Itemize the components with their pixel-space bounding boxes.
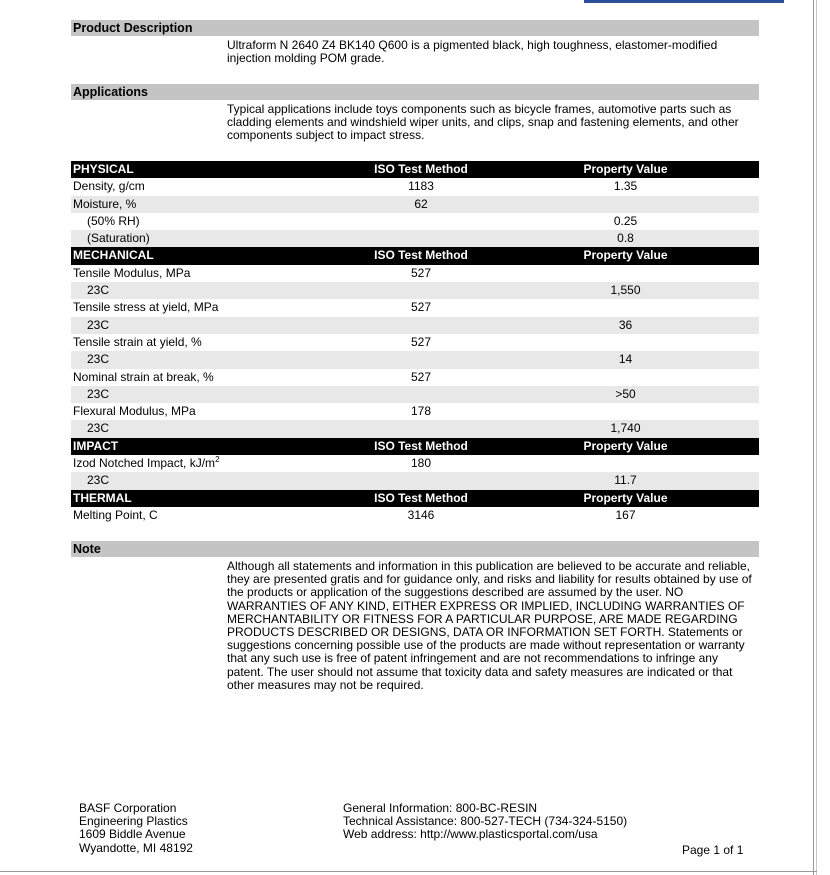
column-header-method: ISO Test Method bbox=[374, 162, 468, 176]
address-line: Wyandotte, MI 48192 bbox=[79, 840, 193, 855]
property-value: 1,740 bbox=[610, 421, 641, 436]
column-header-method: ISO Test Method bbox=[374, 490, 468, 505]
property-label: Melting Point, C bbox=[73, 507, 158, 522]
properties-table bbox=[71, 161, 759, 524]
property-value: 1.35 bbox=[613, 179, 638, 194]
property-value: 14 bbox=[618, 352, 633, 367]
section-title: PHYSICAL bbox=[73, 162, 134, 176]
section-title: THERMAL bbox=[73, 490, 132, 505]
section-title: IMPACT bbox=[73, 438, 119, 453]
table-row bbox=[71, 403, 759, 420]
column-header-value: Property Value bbox=[583, 490, 668, 505]
table-row bbox=[71, 507, 759, 524]
page-edge-shadow bbox=[816, 0, 817, 875]
property-label: Tensile stress at yield, MPa bbox=[73, 300, 219, 315]
test-method: 527 bbox=[410, 369, 432, 384]
company-address bbox=[79, 802, 193, 855]
page-edge bbox=[813, 0, 814, 875]
table-row bbox=[71, 455, 759, 472]
table-section-header-physical bbox=[71, 161, 759, 178]
property-label: 23C bbox=[87, 386, 110, 401]
test-method: 178 bbox=[410, 404, 432, 419]
column-header-method: ISO Test Method bbox=[374, 248, 468, 263]
property-label: (Saturation) bbox=[87, 231, 150, 246]
address-line: BASF Corporation bbox=[79, 801, 177, 815]
test-method: 527 bbox=[410, 265, 432, 280]
property-label: Nominal strain at break, % bbox=[73, 369, 214, 384]
table-row bbox=[71, 282, 759, 299]
top-accent-bar bbox=[584, 0, 784, 3]
contact-info bbox=[343, 802, 627, 842]
contact-technical: Technical Assistance: 800-527-TECH (734-324-5150) bbox=[343, 814, 628, 829]
section-title: MECHANICAL bbox=[73, 248, 154, 263]
property-value: >50 bbox=[615, 386, 636, 401]
property-label: Flexural Modulus, MPa bbox=[73, 404, 196, 419]
table-row bbox=[71, 369, 759, 386]
address-line: Engineering Plastics bbox=[79, 814, 188, 829]
column-header-value: Property Value bbox=[583, 248, 668, 263]
column-header-value: Property Value bbox=[583, 438, 668, 453]
property-label: Tensile strain at yield, % bbox=[73, 334, 202, 349]
applications-heading: Applications bbox=[71, 84, 759, 100]
table-row bbox=[71, 420, 759, 437]
table-row bbox=[71, 386, 759, 403]
contact-general: General Information: 800-BC-RESIN bbox=[343, 801, 538, 815]
label-superscript: 2 bbox=[215, 455, 220, 465]
property-value: 0.8 bbox=[617, 231, 634, 246]
note-text: Although all statements and information in this publication are believed to be accurate and reliable, they are presented gratis and for guidance only, and risks and liability for results obtained by use of the products or application of the suggestions described are assumed by the user. NO WARRANTIES OF ANY KIND, EITHER EXPRESS OR IMPLIED, INCLUDING WARRANTIES OF MERCHANTABILITY OR FITNESS FOR A PARTICULAR PURPOSE, ARE MADE REGARDING PRODUCTS DESCRIBED OR DESIGNS, DATA OR INFORMATION SET FORTH. Statements or suggestions concerning possible use of the products are made without representation or warranty that any such use is free of patent infringement and are not recommendations to infringe any patent. The user should not assume that toxicity data and safety measures are indicated or that other measures may not be required. bbox=[227, 559, 752, 692]
property-label: 23C bbox=[87, 352, 110, 367]
property-label: Izod Notched Impact, $kJ/m^2$ bbox=[73, 455, 220, 471]
table-row bbox=[71, 317, 759, 334]
test-method: 62 bbox=[414, 196, 428, 211]
property-label: 23C bbox=[87, 421, 110, 436]
property-label: (50% RH) bbox=[87, 213, 140, 228]
table-row bbox=[71, 178, 759, 195]
applications-text: Typical applications include toys components such as bicycle frames, automotive parts such as cladding elements and windshield wiper units, and clips, snap and fastening elements, and other components subject to impact stress. bbox=[227, 102, 739, 143]
property-label: Moisture, % bbox=[73, 196, 137, 211]
property-value: 0.25 bbox=[613, 213, 638, 228]
property-label: 23C bbox=[87, 317, 110, 332]
table-section-header-mechanical bbox=[71, 247, 759, 264]
test-method: 527 bbox=[410, 300, 432, 315]
product-description-heading: Product Description bbox=[71, 20, 759, 36]
table-row bbox=[71, 472, 759, 489]
table-row bbox=[71, 299, 759, 316]
product-description-text: Ultraform N 2640 Z4 BK140 Q600 is a pigmented black, high toughness, elastomer-modified injection molding POM grade. bbox=[227, 38, 718, 66]
address-line: 1609 Biddle Avenue bbox=[79, 827, 186, 842]
table-section-header-thermal bbox=[71, 490, 759, 507]
property-value: 1,550 bbox=[610, 283, 641, 298]
table-row bbox=[71, 265, 759, 282]
property-label: Density, g/cm bbox=[73, 179, 145, 194]
property-value: 36 bbox=[618, 317, 633, 332]
property-label: 23C bbox=[87, 473, 110, 488]
table-row bbox=[71, 230, 759, 247]
contact-web: Web address: http://www.plasticsportal.com/usa bbox=[343, 827, 598, 842]
property-label: 23C bbox=[87, 283, 110, 298]
property-value: 167 bbox=[615, 507, 636, 522]
column-header-method: ISO Test Method bbox=[374, 438, 468, 453]
table-row bbox=[71, 334, 759, 351]
property-value: 11.7 bbox=[614, 473, 637, 488]
page-number: Page 1 of 1 bbox=[682, 843, 744, 857]
property-label: Tensile Modulus, MPa bbox=[73, 265, 191, 280]
note-heading: Note bbox=[71, 541, 759, 557]
test-method: 3146 bbox=[407, 507, 435, 522]
page-bottom-edge bbox=[0, 871, 817, 872]
table-row bbox=[71, 213, 759, 230]
table-section-header-impact bbox=[71, 438, 759, 455]
test-method: 180 bbox=[410, 456, 432, 471]
test-method: 1183 bbox=[408, 179, 434, 194]
table-row bbox=[71, 351, 759, 368]
test-method: 527 bbox=[410, 334, 432, 349]
column-header-value: Property Value bbox=[583, 162, 668, 176]
table-row bbox=[71, 196, 759, 213]
